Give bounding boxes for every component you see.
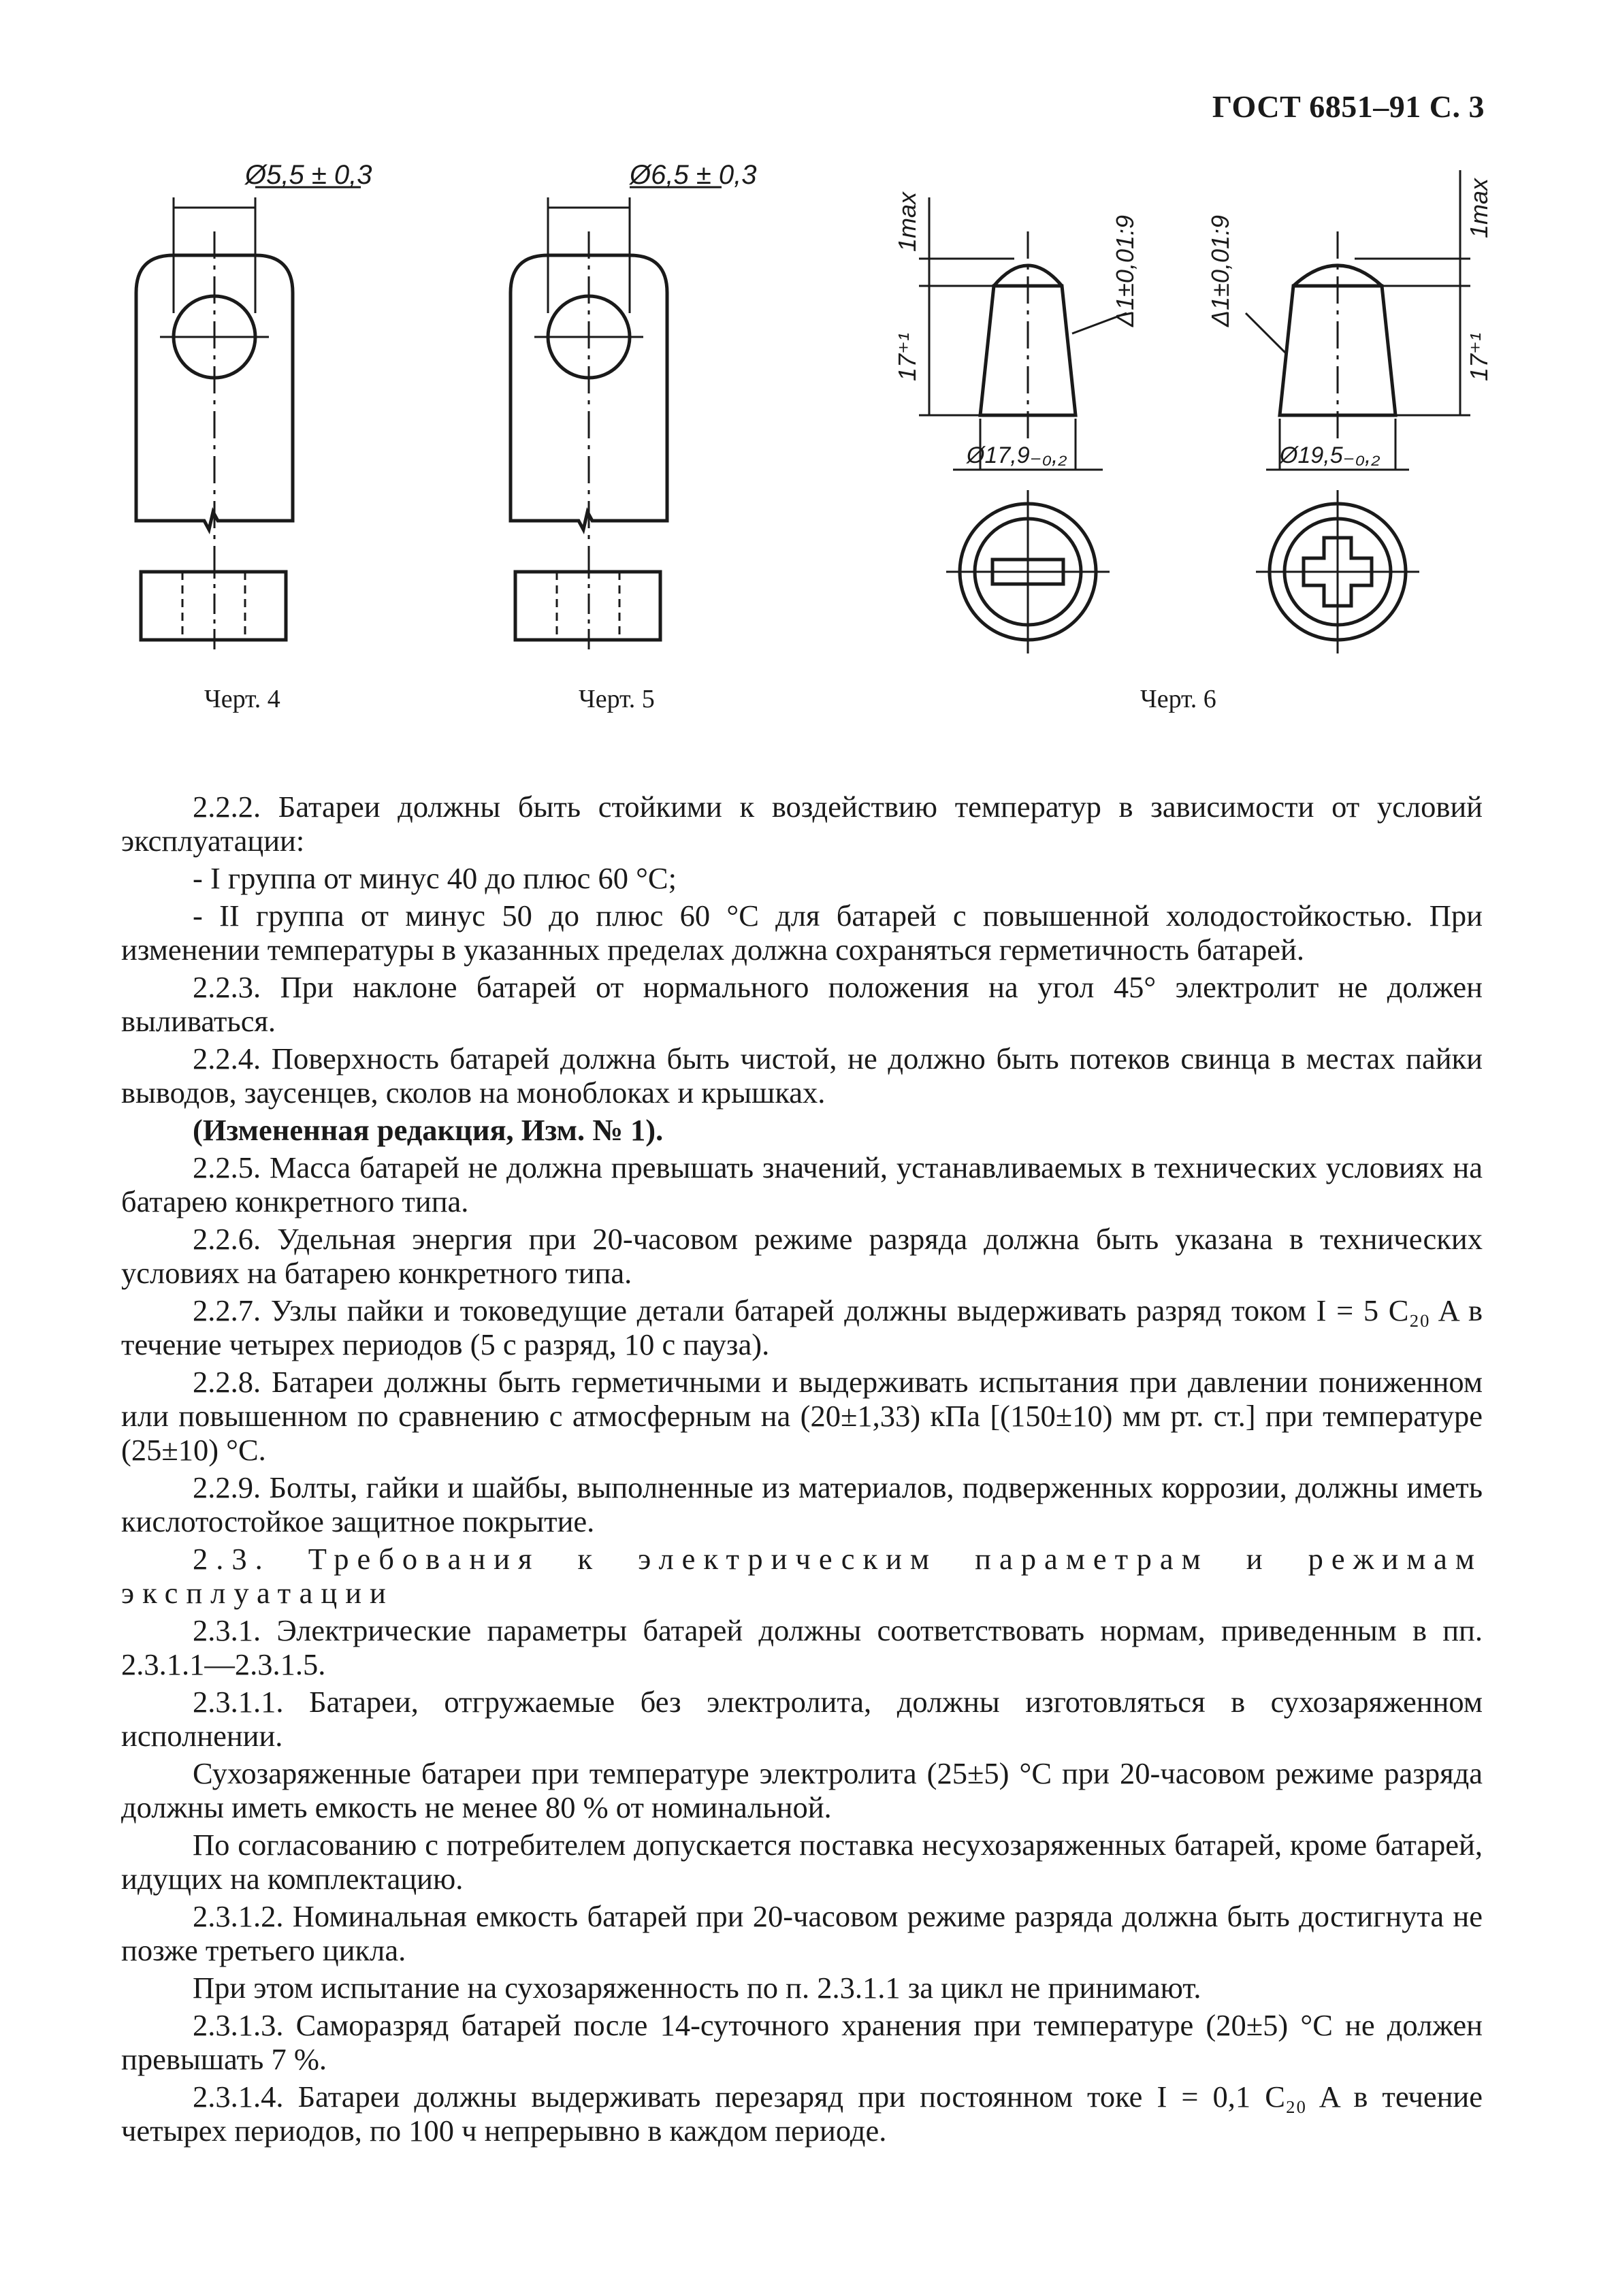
- figure-5-caption: Черт. 5: [579, 685, 655, 713]
- paragraph-group-2: - II группа от минус 50 до плюс 60 °С для батарей с повышенной холодостойкостью. При изменении температуры в указанных пределах должна сохраняться герметичность батарей.: [121, 899, 1483, 967]
- fig6-left-taper-label: Δ1±0,01:9: [1111, 214, 1139, 327]
- section-heading-2-3: 2.3. Требования к электрическим параметрам и режимам эксплуатации: [121, 1542, 1483, 1610]
- figure-6-caption: Черт. 6: [1140, 685, 1216, 713]
- paragraph-2-3-1: 2.3.1. Электрические параметры батарей должны соответствовать нормам, приведенным в пп. 2.3.1.1—2.3.1.5.: [121, 1613, 1483, 1681]
- figure-5-drawing: [477, 157, 757, 674]
- paragraph-2-3-1-2: 2.3.1.2. Номинальная емкость батарей при 20-часовом режиме разряда должна быть достигнута не позже третьего цикла.: [121, 1899, 1483, 1967]
- paragraph-group-1: - I группа от минус 40 до плюс 60 °С;: [193, 861, 677, 895]
- fig6-left-base-label: Ø17,9₋₀,₂: [967, 442, 1067, 468]
- paragraph-2-3-1-1: 2.3.1.1. Батареи, отгружаемые без электролита, должны изготовляться в сухозаряженном исполнении.: [121, 1685, 1483, 1753]
- paragraph-2-2-2: 2.2.2. Батареи должны быть стойкими к воздействию температур в зависимости от условий эксплуатации:: [121, 790, 1483, 858]
- paragraph-test-note: При этом испытание на сухозаряженность по п. 2.3.1.1 за цикл не принимают.: [193, 1971, 1201, 2005]
- fig4-dimension-label: Ø5,5 ± 0,3: [245, 160, 372, 190]
- paragraph-2-2-3: 2.2.3. При наклоне батарей от нормального положения на угол 45° электролит не должен выливаться.: [121, 970, 1483, 1038]
- figure-4-caption: Черт. 4: [204, 685, 280, 713]
- paragraph-2-2-8: 2.2.8. Батареи должны быть герметичными и выдерживать испытания при давлении пониженном или повышенном по сравнению с атмосферным на (20±1,33) кПа [(150±10) мм рт. ст.] при температуре (25±10) °С.: [121, 1365, 1483, 1467]
- page-header: ГОСТ 6851–91 С. 3: [1212, 89, 1485, 124]
- paragraph-2-2-4: 2.2.4. Поверхность батарей должна быть чистой, не должно быть потеков свинца в местах пайки выводов, заусенцев, сколов на моноблоках и крышках.: [121, 1041, 1483, 1110]
- fig6-left-top-label: 1max: [893, 191, 921, 252]
- figure-4-drawing: [102, 157, 372, 674]
- paragraph-dry-charged: Сухозаряженные батареи при температуре электролита (25±5) °С при 20-часовом режиме разряда должны иметь емкость не менее 80 % от номинальной.: [121, 1756, 1483, 1824]
- fig6-right-top-label: 1max: [1465, 178, 1493, 238]
- fig5-dimension-label: Ø6,5 ± 0,3: [630, 160, 757, 190]
- fig6-right-height-label: 17⁺¹: [1465, 332, 1493, 381]
- paragraph-2-2-7: 2.2.7. Узлы пайки и токоведущие детали батарей должны выдерживать разряд током I = 5 C₂₀ A в течение четырех периодов (5 с разряд, 10 с пауза).: [121, 1293, 1483, 1361]
- fig6-left-height-label: 17⁺¹: [893, 332, 921, 381]
- fig6-right-taper-label: Δ1±0,01:9: [1206, 214, 1234, 327]
- amendment-note: (Измененная редакция, Изм. № 1).: [193, 1113, 664, 1147]
- paragraph-2-3-1-4: 2.3.1.4. Батареи должны выдерживать перезаряд при постоянном токе I = 0,1 C₂₀ A в течение четырех периодов, по 100 ч непрерывно в каждом периоде.: [121, 2080, 1483, 2148]
- figure-6-drawing: [885, 157, 1498, 674]
- paragraph-2-3-1-3: 2.3.1.3. Саморазряд батарей после 14-суточного хранения при температуре (20±5) °С не должен превышать 7 %.: [121, 2008, 1483, 2076]
- fig6-right-base-label: Ø19,5₋₀,₂: [1280, 442, 1380, 468]
- paragraph-agreement: По согласованию с потребителем допускается поставка несухозаряженных батарей, кроме батарей, идущих на комплектацию.: [121, 1828, 1483, 1896]
- paragraph-2-2-5: 2.2.5. Масса батарей не должна превышать значений, устанавливаемых в технических условиях на батарею конкретного типа.: [121, 1150, 1483, 1218]
- paragraph-2-2-9: 2.2.9. Болты, гайки и шайбы, выполненные из материалов, подверженных коррозии, должны иметь кислотостойкое защитное покрытие.: [121, 1470, 1483, 1538]
- body-text: [121, 790, 1483, 2151]
- paragraph-2-2-6: 2.2.6. Удельная энергия при 20-часовом режиме разряда должна быть указана в технических условиях на батарею конкретного типа.: [121, 1222, 1483, 1290]
